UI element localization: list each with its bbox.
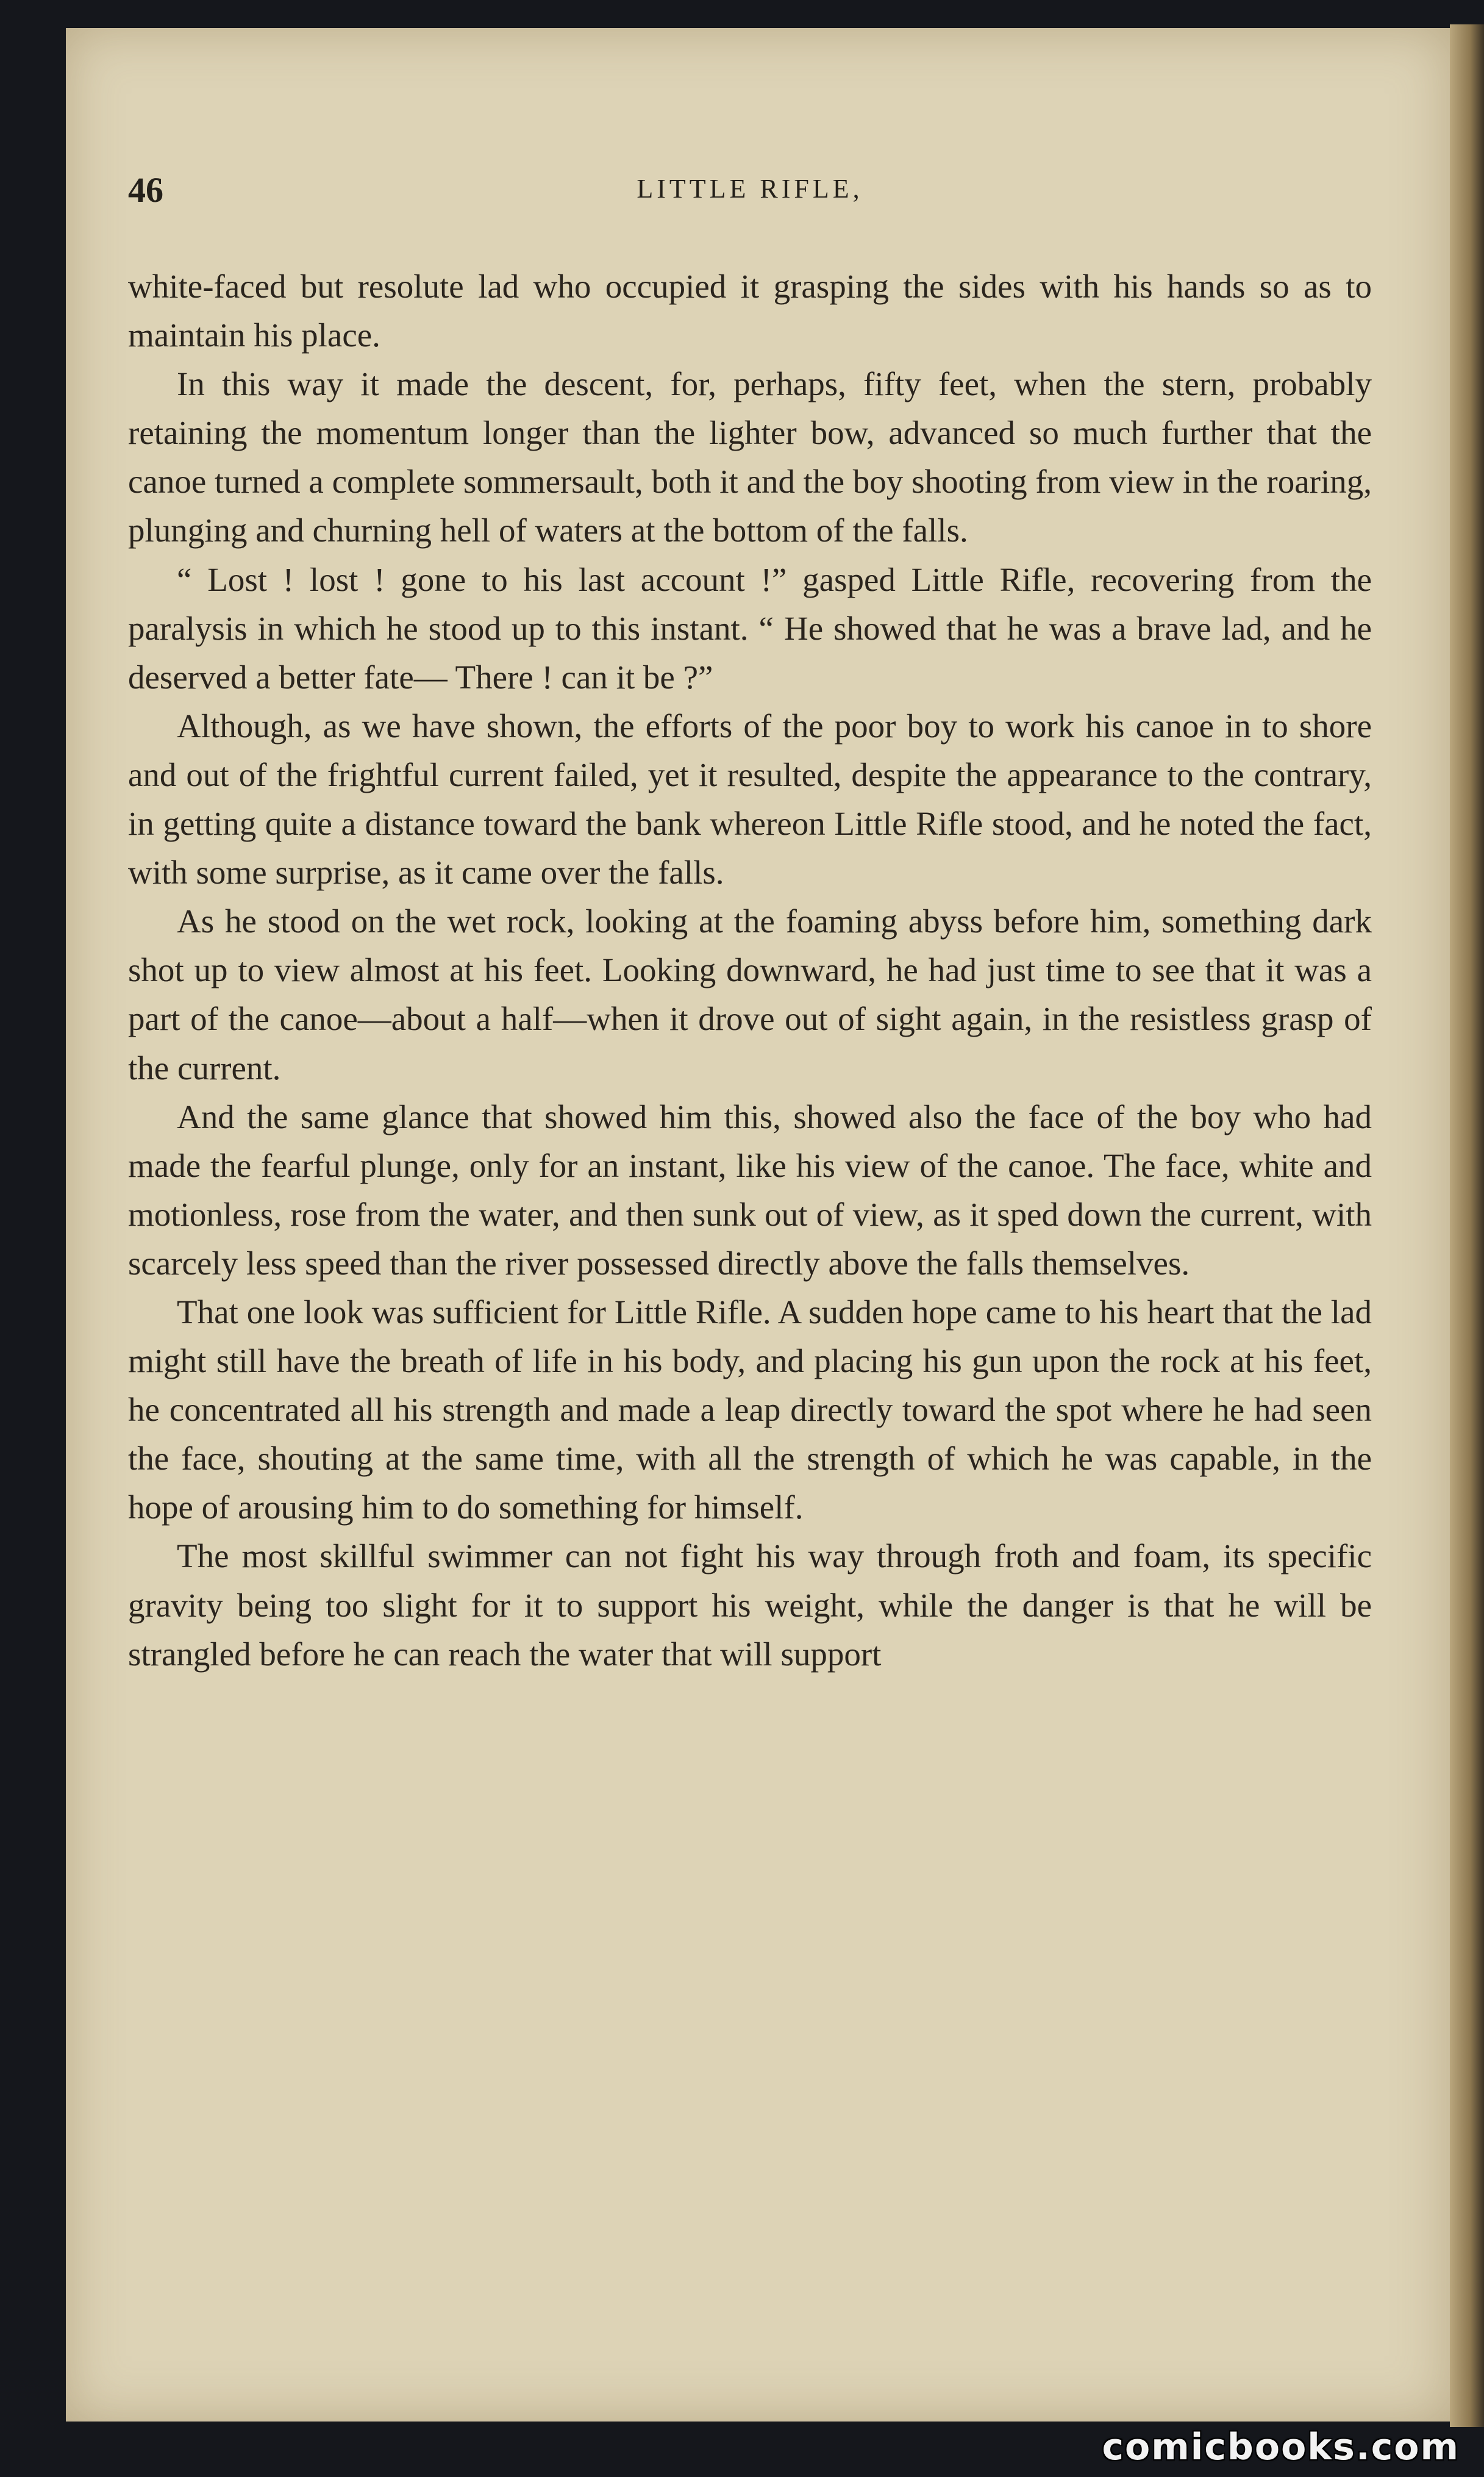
- watermark-logo: comicbooks.com: [1102, 2426, 1460, 2468]
- paragraph: That one look was sufficient for Little Rifle. A sudden hope came to his heart that the lad might still have the breath of life in his body, and placing his gun upon the rock at his feet, he concentrated all his strength and made a leap directly toward the spot where he had seen the face, shouting at the same time, with all the strength of which he was capable, in the hope of arousing him to do something for himself.: [128, 1293, 1372, 1526]
- paragraph: white-faced but resolute lad who occupied it grasping the sides with his hands so as to maintain his place.: [128, 268, 1372, 354]
- body-text: [128, 262, 1372, 1679]
- paragraph: “ Lost ! lost ! gone to his last account !” gasped Little Rifle, recovering from the paralysis in which he stood up to this instant. “ He showed that he was a brave lad, and he deserved a better fate— There ! can it be ?”: [128, 560, 1372, 696]
- paragraph: And the same glance that showed him this, showed also the face of the boy who had made the fearful plunge, only for an instant, like his view of the canoe. The face, white and motionless, rose from the water, and then sunk out of view, as it sped down the current, with scarcely less speed than the river possessed directly above the falls themselves.: [128, 1098, 1372, 1282]
- page-edge: [1450, 24, 1484, 2427]
- page-header: [128, 170, 1372, 224]
- paragraph: As he stood on the wet rock, looking at the foaming abyss before him, something dark shot up to view almost at his feet. Looking downward, he had just time to see that it was a part of the canoe—about a half—when it drove out of sight again, in the resistless grasp of the current.: [128, 903, 1372, 1087]
- paragraph: The most skillful swimmer can not fight his way through froth and foam, its specific gravity being too slight for it to support his weight, while the danger is that he will be strangled before he can reach the water that will support: [128, 1537, 1372, 1673]
- paragraph: Although, as we have shown, the efforts of the poor boy to work his canoe in to shore and out of the frightful current failed, yet it resulted, despite the appearance to the contrary, in getting quite a distance toward the bank whereon Little Rifle stood, and he noted the fact, with some surprise, as it came over the falls.: [128, 707, 1372, 892]
- page-number: 46: [128, 170, 163, 210]
- paragraph: In this way it made the descent, for, perhaps, fifty feet, when the stern, probably retaining the momentum longer than the lighter bow, advanced so much further that the canoe turned a complete sommersault, both it and the boy shooting from view in the roaring, plunging and churning hell of waters at the bottom of the falls.: [128, 365, 1372, 549]
- running-title: LITTLE RIFLE,: [637, 174, 863, 204]
